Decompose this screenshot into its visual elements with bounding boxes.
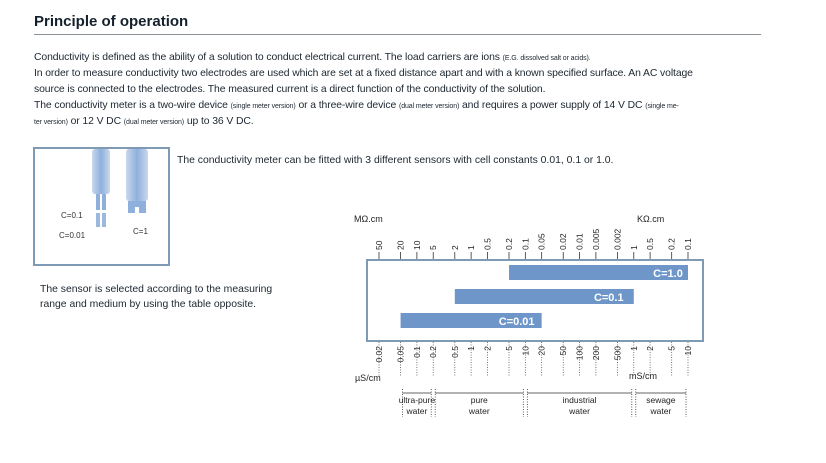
top-tick-label: 20 [395,240,406,250]
page-title: Principle of operation [34,13,189,30]
range-bar-label: C=1.0 [653,268,683,280]
top-tick-label: 2 [449,245,460,250]
range-bar-label: C=0.01 [498,316,535,328]
top-tick-label: 0.01 [574,233,585,250]
range-bar-label: C=0.1 [593,292,624,304]
text-note: (dual meter version) [123,119,185,126]
paragraph-line-2: In order to measure conductivity two electrodes are used which are set at a fixed distance apart and with a known specified surface. An AC voltage [34,68,693,79]
media-label: pure [470,395,488,405]
top-tick-label: 10 [411,240,422,250]
bottom-tick-label: 10 [683,346,693,356]
top-tick-label: 5 [428,245,439,250]
bottom-tick-label: 2 [482,346,493,351]
top-tick-label: 1 [466,245,477,250]
media-label: water [650,406,672,416]
media-label: water [569,406,590,416]
top-tick-label: 0.5 [645,238,656,250]
bottom-tick-label: 100 [574,346,585,361]
text-segment: up to 36 V DC. [184,116,254,127]
media-label: sewage [646,395,676,405]
bottom-tick-label: 2 [645,346,656,351]
sensor-label-c01: C=0.1 [61,211,83,220]
top-tick-label: 0.1 [683,238,693,250]
paragraph-line-3: source is connected to the electrodes. The measured current is a direct function of the conductivity of the solution. [34,84,546,95]
text-note: (single me- [645,103,679,110]
top-tick-label: 0.05 [536,233,547,250]
sensor-label-c1: C=1 [133,227,148,236]
selection-text-line-2: range and medium by using the table opposite. [40,299,257,310]
media-label: water [468,406,490,416]
selection-text-line-1: The sensor is selected according to the measuring [40,284,273,295]
text-segment: or 12 V DC [67,116,124,127]
bottom-tick-label: 50 [558,346,569,356]
bottom-tick-label: 0.02 [374,346,384,363]
media-label: industrial [562,395,597,405]
top-right-unit: KΩ.cm [637,214,665,224]
media-label: water [406,406,428,416]
text-note: (single meter version) [230,103,296,110]
text-segment: and requires a power supply of 14 V DC [459,100,646,111]
bottom-left-unit: µS/cm [355,373,381,383]
text-note: ter version) [34,119,68,126]
bottom-tick-label: 10 [520,346,531,356]
bottom-tick-label: 1 [628,346,639,351]
text-segment: or a three-wire device [295,100,399,111]
bottom-tick-label: 0.5 [449,346,460,358]
text-segment: Conductivity is defined as the ability of a solution to conduct electrical current. The load carriers are ions [34,52,503,63]
top-tick-label: 0.2 [504,238,515,250]
top-tick-label: 0.02 [558,233,569,250]
sensor-label-c001: C=0.01 [59,231,86,240]
bottom-tick-label: 20 [536,346,547,356]
top-tick-label: 0.2 [666,238,677,250]
bottom-right-unit: mS/cm [629,371,657,381]
top-tick-label: 0.002 [612,228,623,250]
text-segment: The conductivity meter is a two-wire device [34,100,231,111]
bottom-tick-label: 0.05 [395,346,406,363]
media-label: ultra-pure [398,395,436,405]
sensor-caption: The conductivity meter can be fitted with 3 different sensors with cell constants 0.01, 0.1 or 1.0. [177,155,614,166]
bottom-tick-label: 0.1 [411,346,422,358]
bottom-tick-label: 0.2 [428,346,439,358]
bottom-tick-label: 5 [666,346,677,351]
bottom-tick-label: 1 [466,346,477,351]
top-tick-label: 0.005 [590,228,601,250]
bottom-tick-label: 5 [504,346,515,351]
top-tick-label: 1 [628,245,639,250]
bottom-tick-label: 200 [590,346,601,361]
text-note: (E.G. dissolved salt or acids). [502,55,591,62]
top-tick-label: 0.1 [520,238,531,250]
top-left-unit: MΩ.cm [354,214,383,224]
top-tick-label: 0.5 [482,238,493,250]
bottom-tick-label: 500 [612,346,623,361]
top-tick-label: 50 [374,240,384,250]
text-note: (dual meter version) [398,103,460,110]
